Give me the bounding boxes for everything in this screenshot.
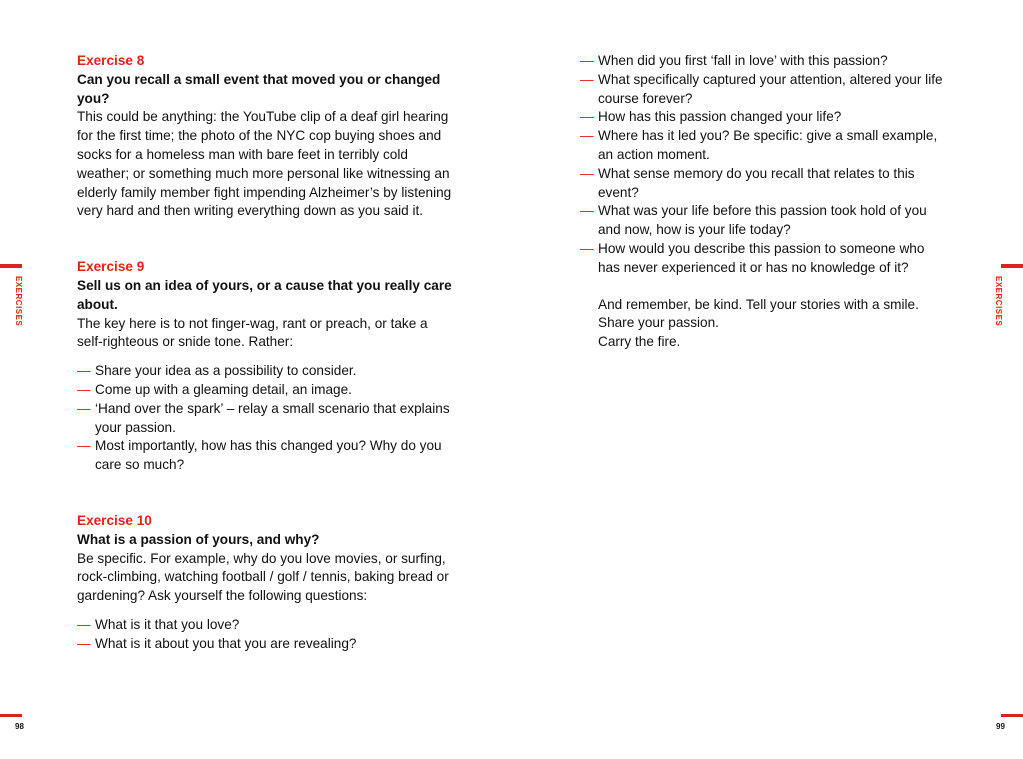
- closing-line: Share your passion.: [598, 315, 719, 331]
- list-item: — What is it about you that you are revealing?: [77, 635, 452, 654]
- exercise-question: Can you recall a small event that moved you or changed you?: [77, 71, 441, 106]
- list-item: — What was your life before this passion took hold of you and now, how is your life today?: [580, 202, 950, 240]
- list-item: — Where has it led you? Be specific: give a small example, an action moment.: [580, 127, 950, 165]
- section-tab-label: EXERCISES: [14, 276, 23, 327]
- folio-marker: [0, 714, 22, 717]
- list-item: — Come up with a gleaming detail, an image.: [77, 381, 452, 400]
- question-list: [580, 52, 950, 278]
- exercise-9: [77, 258, 452, 475]
- exercise-8: [77, 52, 452, 221]
- exercise-title: Exercise 10: [77, 512, 152, 528]
- list-item: — When did you first ‘fall in love’ with this passion?: [580, 52, 950, 71]
- folio-marker: [1001, 714, 1023, 717]
- section-tab-label: EXERCISES: [994, 276, 1003, 327]
- exercise-10: [77, 512, 452, 654]
- page-number: 98: [15, 722, 24, 731]
- closing-remarks: [580, 296, 950, 352]
- section-tab-marker: [1001, 264, 1023, 268]
- list-item: — How has this passion changed your life?: [580, 108, 950, 127]
- exercise-question: Sell us on an idea of yours, or a cause that you really care about.: [77, 277, 452, 312]
- section-tab-marker: [0, 264, 22, 268]
- exercise-body: Be specific. For example, why do you love movies, or surfing, rock-climbing, watching football / golf / tennis, baking bread or gardening? Ask yourself the following questions:: [77, 550, 449, 604]
- list-item: — ‘Hand over the spark’ – relay a small scenario that explains your passion.: [77, 400, 452, 438]
- list-item: — How would you describe this passion to someone who has never experienced it or has no knowledge of it?: [580, 240, 950, 278]
- exercise-body: This could be anything: the YouTube clip of a deaf girl hearing for the first time; the photo of the NYC cop buying shoes and socks for a homeless man with bare feet in terribly cold weather; or something much more personal like witnessing an elderly family member fight impending Alzheimer’s by listening very hard and then writing everything down as you said it.: [77, 109, 452, 219]
- right-column: [580, 52, 950, 352]
- list-item: — What sense memory do you recall that relates to this event?: [580, 165, 950, 203]
- left-column: [77, 52, 452, 654]
- exercise-question: What is a passion of yours, and why?: [77, 531, 320, 547]
- exercise-bullet-list: [77, 362, 452, 475]
- list-item: — What is it that you love?: [77, 616, 452, 635]
- left-page: [0, 0, 511, 759]
- exercise-bullet-list: [77, 616, 452, 654]
- page-number: 99: [996, 722, 1005, 731]
- list-item: — Most importantly, how has this changed you? Why do you care so much?: [77, 437, 452, 475]
- list-item: — Share your idea as a possibility to consider.: [77, 362, 452, 381]
- exercise-body: The key here is to not finger-wag, rant or preach, or take a self-righteous or snide tone. Rather:: [77, 315, 428, 350]
- list-item: — What specifically captured your attention, altered your life course forever?: [580, 71, 950, 109]
- exercise-title: Exercise 9: [77, 259, 145, 275]
- exercise-title: Exercise 8: [77, 53, 145, 68]
- closing-line: And remember, be kind. Tell your stories with a smile.: [598, 296, 919, 312]
- closing-line: Carry the fire.: [598, 334, 681, 350]
